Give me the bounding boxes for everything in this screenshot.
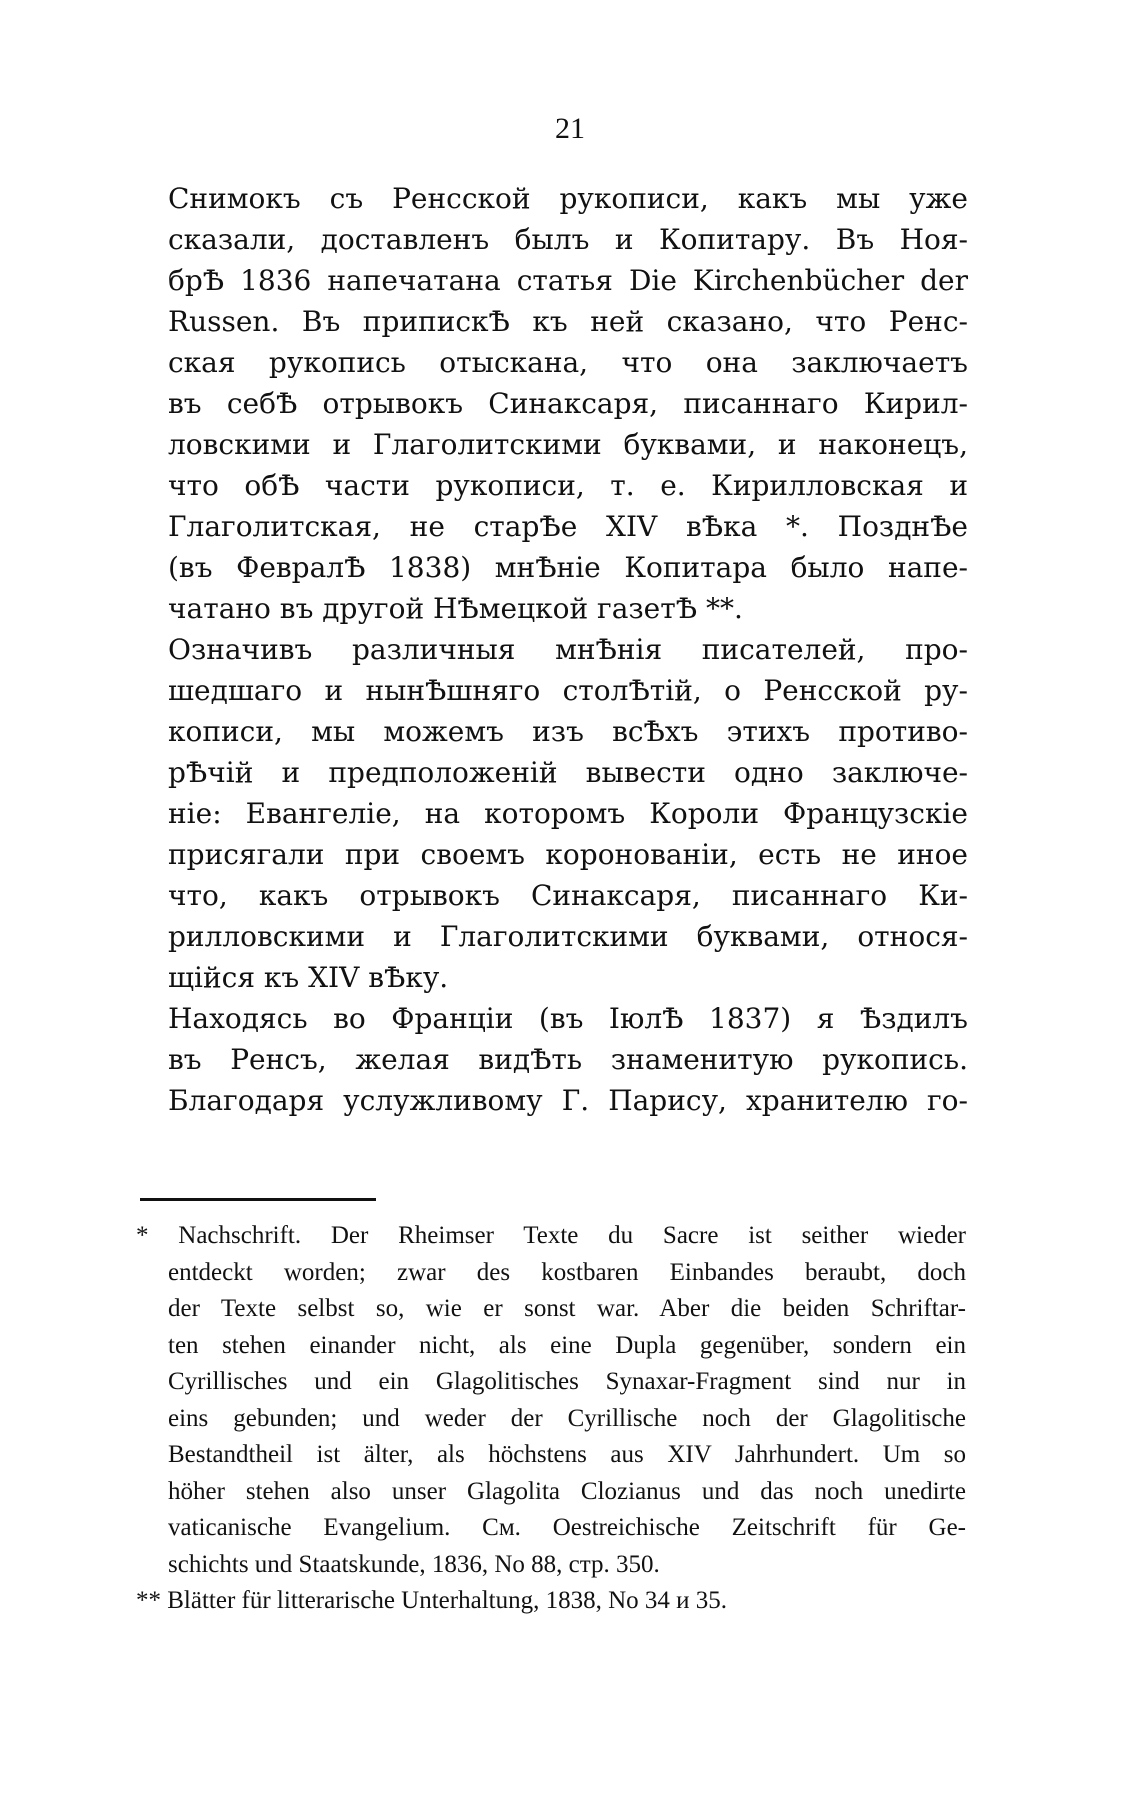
text-line: Находясь во Франціи (въ ІюлѢ 1837) я Ѣздилъ: [168, 1002, 968, 1035]
text-line: Russen. Въ припискѢ къ ней сказано, что Ренс-: [168, 305, 968, 338]
footnote-line: höher stehen also unser Glagolita Clozianus und das noch unedirte: [168, 1477, 966, 1505]
footnote-line: entdeckt worden; zwar des kostbaren Einbandes beraubt, doch: [168, 1258, 966, 1286]
text-line: чатано въ другой НѢмецкой газетѢ **.: [168, 592, 743, 625]
footnote-line: Bestandtheil ist älter, als höchstens aus XIV Jahrhundert. Um so: [168, 1441, 966, 1468]
text-line: сказали, доставленъ былъ и Копитару. Въ Ноя-: [168, 223, 968, 256]
main-text: [168, 178, 968, 1121]
footnote-line: eins gebunden; und weder der Cyrillische noch der Glagolitische: [168, 1404, 966, 1432]
footnote-line: vaticanische Evangelium. См. Oestreichische Zeitschrift für Ge-: [168, 1514, 966, 1541]
text-line: Означивъ различныя мнѢнія писателей, про-: [168, 633, 968, 666]
text-line: шедшаго и нынѢшняго столѢтій, о Ренсской ру-: [168, 674, 968, 707]
text-line: рилловскими и Глаголитскими буквами, относя-: [168, 920, 968, 953]
text-line: щійся къ XIV вѢку.: [168, 961, 449, 994]
footnote-line: Cyrillisches und ein Glagolitisches Synaxar-Fragment sind nur in: [168, 1368, 966, 1395]
text-line: рѢчій и предположеній вывести одно заключе-: [168, 756, 968, 789]
footnote-divider: [140, 1198, 376, 1201]
text-line: брѢ 1836 напечатана статья Die Kirchenbücher der: [168, 264, 968, 297]
footnotes: [136, 1218, 966, 1620]
text-line: ская рукопись отыскана, что она заключаетъ: [168, 346, 968, 379]
footnote-line: ten stehen einander nicht, als eine Dupla gegenüber, sondern ein: [168, 1331, 966, 1359]
text-line: Глаголитская, не старѢе XIV вѢка *. ПозднѢе: [168, 510, 968, 543]
text-line: Благодаря услужливому Г. Парису, хранителю го-: [168, 1084, 968, 1117]
text-line: что, какъ отрывокъ Синаксаря, писаннаго Ки-: [168, 879, 968, 912]
text-line: (въ ФевралѢ 1838) мнѢніе Копитара было напе-: [168, 551, 968, 584]
text-line: ніе: Евангеліе, на которомъ Короли Французскіе: [168, 797, 968, 830]
text-line: что обѢ части рукописи, т. е. Кирилловская и: [168, 469, 968, 502]
text-line: ловскими и Глаголитскими буквами, и наконецъ,: [168, 428, 968, 461]
footnote-line: ** Blätter für litterarische Unterhaltung, 1838, No 34 и 35.: [136, 1587, 728, 1614]
footnote-line: * Nachschrift. Der Rheimser Texte du Sacre ist seither wieder: [136, 1222, 966, 1249]
footnote-line: der Texte selbst so, wie er sonst war. Aber die beiden Schriftar-: [168, 1295, 966, 1322]
text-line: въ себѢ отрывокъ Синаксаря, писаннаго Кирил-: [168, 387, 968, 420]
footnote-line: schichts und Staatskunde, 1836, No 88, стр. 350.: [168, 1550, 660, 1578]
text-line: Снимокъ съ Ренсской рукописи, какъ мы уже: [168, 182, 968, 215]
text-line: кописи, мы можемъ изъ всѢхъ этихъ противо-: [168, 715, 968, 748]
text-line: присягали при своемъ коронованіи, есть не иное: [168, 838, 968, 871]
text-line: въ Ренсъ, желая видѢть знаменитую рукопись.: [168, 1043, 968, 1076]
page-number: 21: [555, 112, 585, 145]
